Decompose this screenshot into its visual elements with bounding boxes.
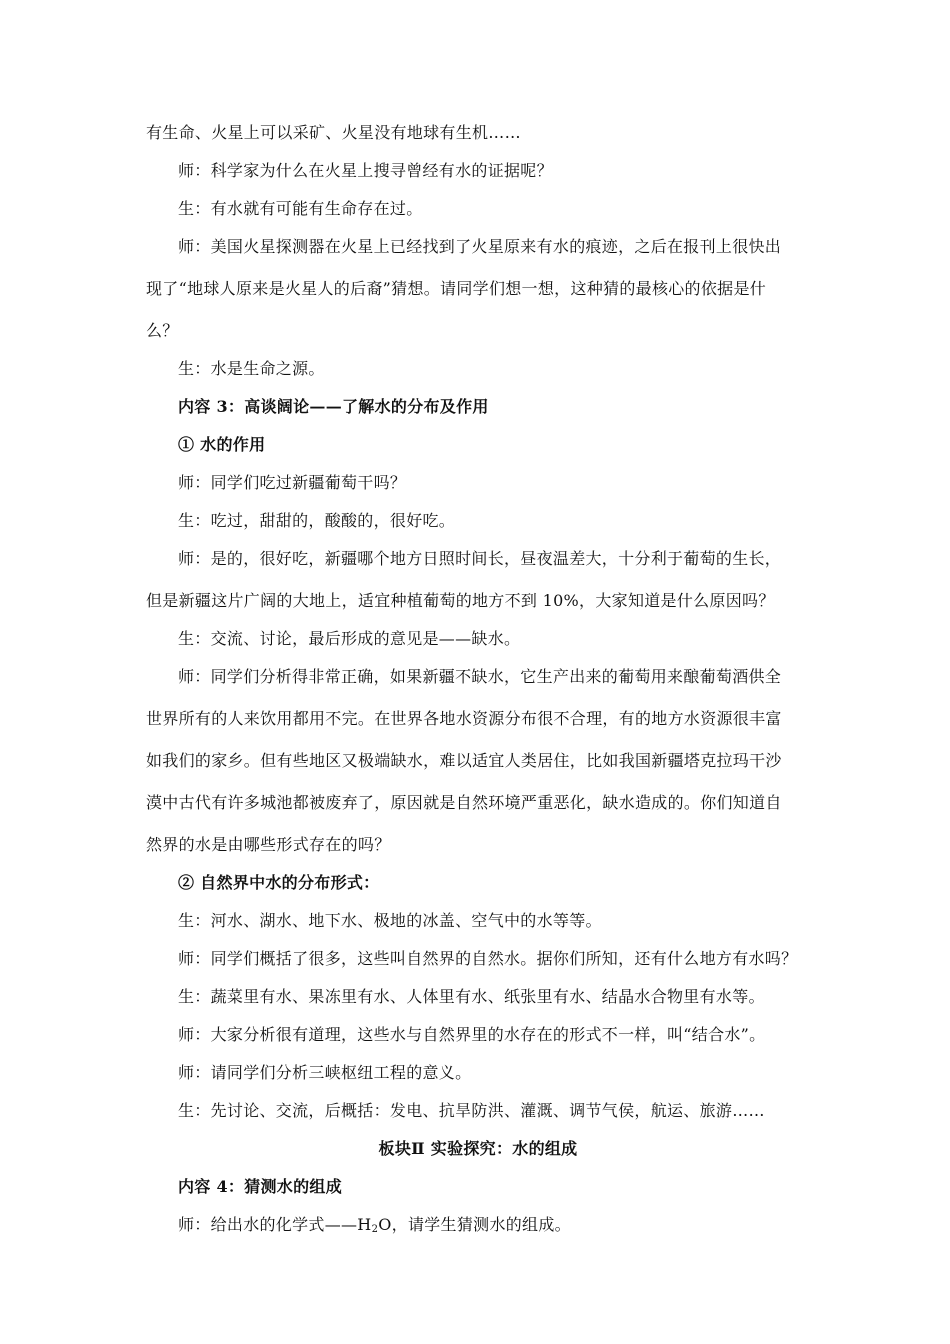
text-line: 生：交流、讨论，最后形成的意见是——缺水。 [178, 629, 521, 648]
text-line: 世界所有的人来饮用都用不完。在世界各地水资源分布很不合理，有的地方水资源很丰富 [146, 709, 782, 728]
paragraph [146, 629, 810, 649]
paragraph [146, 1025, 810, 1045]
text-line: 生：有水就有可能有生命存在过。 [178, 199, 423, 218]
text-line: ② 自然界中水的分布形式： [178, 873, 380, 892]
text-line: 师：美国火星探测器在火星上已经找到了火星原来有水的痕迹，之后在报刊上很快出 [178, 237, 782, 256]
text-line: 么？ [146, 321, 179, 340]
paragraph [146, 511, 810, 531]
paragraph [146, 473, 810, 493]
text-line: 师：是的，很好吃，新疆哪个地方日照时间长，昼夜温差大，十分利于葡萄的生长， [178, 549, 782, 568]
text-line: 然界的水是由哪些形式存在的吗？ [146, 835, 391, 854]
paragraph [146, 1063, 810, 1083]
paragraph [146, 359, 810, 379]
text-line: 生：吃过，甜甜的，酸酸的，很好吃。 [178, 511, 456, 530]
text-line: 生：先讨论、交流，后概括：发电、抗旱防洪、灌溉、调节气侯，航运、旅游…… [178, 1101, 765, 1120]
formula-paragraph [146, 1215, 810, 1240]
section-heading [146, 435, 810, 455]
formula-prefix: 师：给出水的化学式——H [178, 1215, 372, 1234]
paragraph [146, 199, 810, 219]
paragraph [146, 237, 810, 341]
text-line: 生：水是生命之源。 [178, 359, 325, 378]
text-line: 师：同学们吃过新疆葡萄干吗？ [178, 473, 407, 492]
text-line: 有生命、火星上可以采矿、火星没有地球有生机…… [146, 123, 521, 142]
paragraph [146, 911, 810, 931]
text-line: 师：大家分析很有道理，这些水与自然界里的水存在的形式不一样，叫“结合水”。 [178, 1025, 766, 1044]
text-line: ① 水的作用 [178, 435, 266, 454]
text-line: 师：同学们分析得非常正确，如果新疆不缺水，它生产出来的葡萄用来酿葡萄酒供全 [178, 667, 782, 686]
paragraph [146, 949, 810, 969]
formula-subscript: 2 [371, 1224, 379, 1235]
text-line: 漠中古代有许多城池都被废弃了，原因就是自然环境严重恶化，缺水造成的。你们知道自 [146, 793, 782, 812]
text-line: 如我们的家乡。但有些地区又极端缺水，难以适宜人类居住，比如我国新疆塔克拉玛干沙 [146, 751, 782, 770]
section-heading [146, 1139, 810, 1159]
text-line: 现了“地球人原来是火星人的后裔”猜想。请同学们想一想，这种猜的最核心的依据是什 [146, 279, 767, 298]
text-line: 内容 3：高谈阔论——了解水的分布及作用 [178, 397, 489, 416]
text-line: 师：同学们概括了很多，这些叫自然界的自然水。据你们所知，还有什么地方有水吗？ [178, 949, 798, 968]
paragraph [146, 987, 810, 1007]
section-heading [146, 397, 810, 417]
section-heading [146, 873, 810, 893]
text-line: 生：蔬菜里有水、果冻里有水、人体里有水、纸张里有水、结晶水合物里有水等。 [178, 987, 765, 1006]
text-line: 师：科学家为什么在火星上搜寻曾经有水的证据呢？ [178, 161, 553, 180]
document-body [146, 123, 810, 1240]
formula-suffix: O，请学生猜测水的组成。 [378, 1215, 571, 1234]
paragraph [146, 549, 810, 611]
text-line: 板块Ⅱ 实验探究：水的组成 [378, 1139, 578, 1158]
text-line: 内容 4：猜测水的组成 [178, 1177, 343, 1196]
paragraph [146, 123, 810, 143]
paragraph [146, 1101, 810, 1121]
text-line: 但是新疆这片广阔的大地上，适宜种植葡萄的地方不到 10%，大家知道是什么原因吗？ [146, 591, 775, 610]
paragraph [146, 667, 810, 855]
section-heading [146, 1177, 810, 1197]
paragraph [146, 161, 810, 181]
text-line: 生：河水、湖水、地下水、极地的冰盖、空气中的水等等。 [178, 911, 602, 930]
text-line: 师：请同学们分析三峡枢纽工程的意义。 [178, 1063, 472, 1082]
